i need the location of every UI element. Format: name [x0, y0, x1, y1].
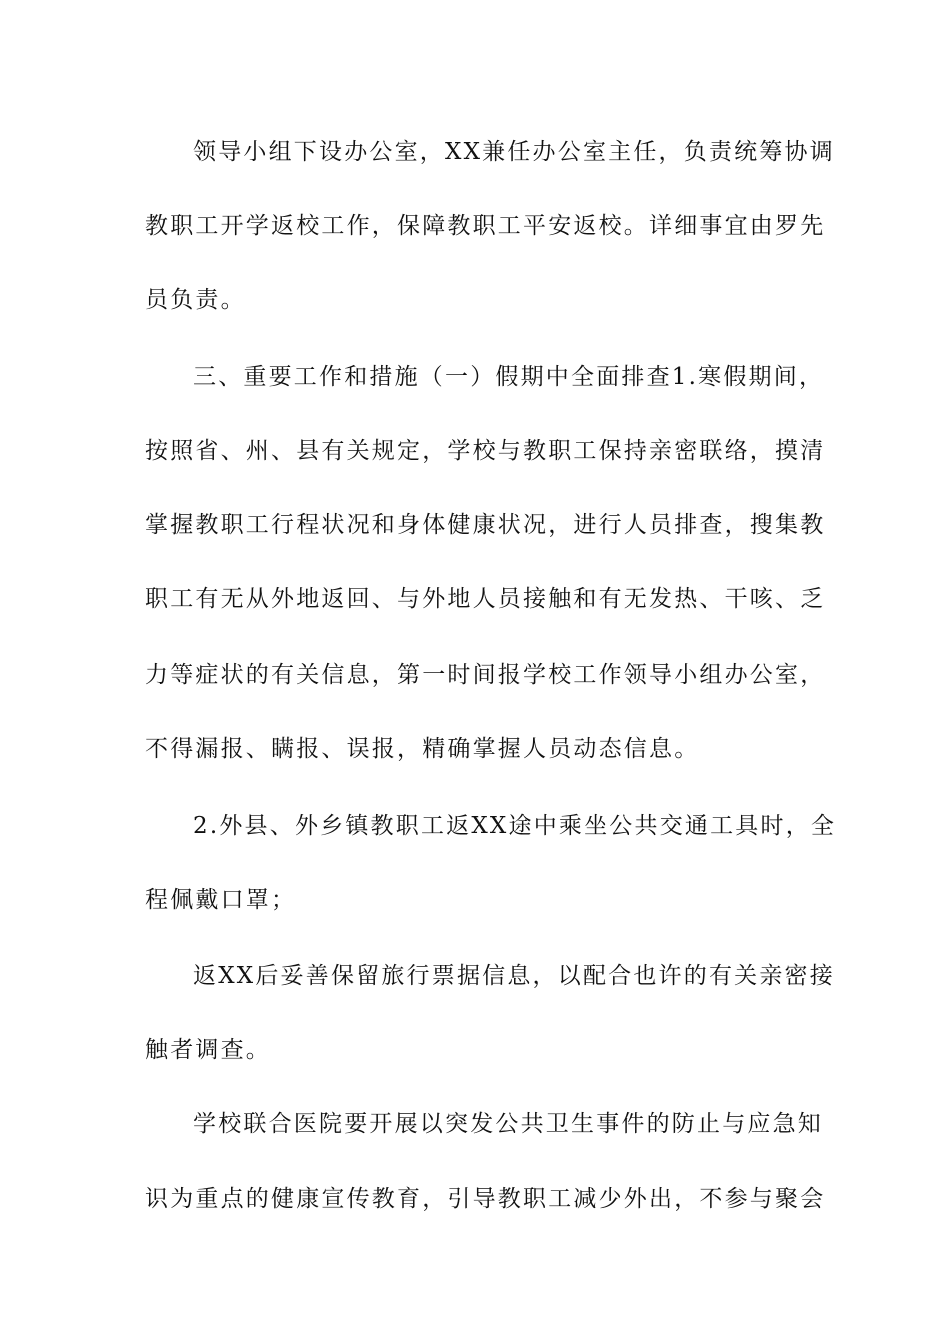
text-line: 程佩戴口罩；: [145, 887, 297, 913]
text-line: 三、重要工作和措施（一）假期中全面排查1.寒假期间，: [193, 364, 825, 390]
text-line: 职工有无从外地返回、与外地人员接触和有无发热、干咳、乏: [145, 586, 826, 612]
text-line: 识为重点的健康宣传教育，引导教职工减少外出，不参与聚会: [145, 1186, 826, 1212]
text-line: 触者调查。: [145, 1037, 271, 1063]
text-line: 教职工开学返校工作，保障教职工平安返校。详细事宜由罗先: [145, 213, 826, 239]
text-line: 按照省、州、县有关规定，学校与教职工保持亲密联络，摸清: [145, 438, 826, 464]
text-line: 不得漏报、瞒报、误报，精确掌握人员动态信息。: [145, 736, 700, 762]
text-line: 返XX后妥善保留旅行票据信息，以配合也许的有关亲密接: [193, 963, 835, 989]
text-line: 掌握教职工行程状况和身体健康状况，进行人员排查，搜集教: [145, 512, 826, 538]
text-line: 学校联合医院要开展以突发公共卫生事件的防止与应急知: [193, 1111, 823, 1137]
text-line: 领导小组下设办公室，XX兼任办公室主任，负责统筹协调: [193, 139, 835, 165]
text-line: 员负责。: [145, 287, 246, 313]
text-line: 力等症状的有关信息，第一时间报学校工作领导小组办公室，: [145, 662, 826, 688]
text-line: 2.外县、外乡镇教职工返XX途中乘坐公共交通工具时，全: [193, 813, 837, 839]
